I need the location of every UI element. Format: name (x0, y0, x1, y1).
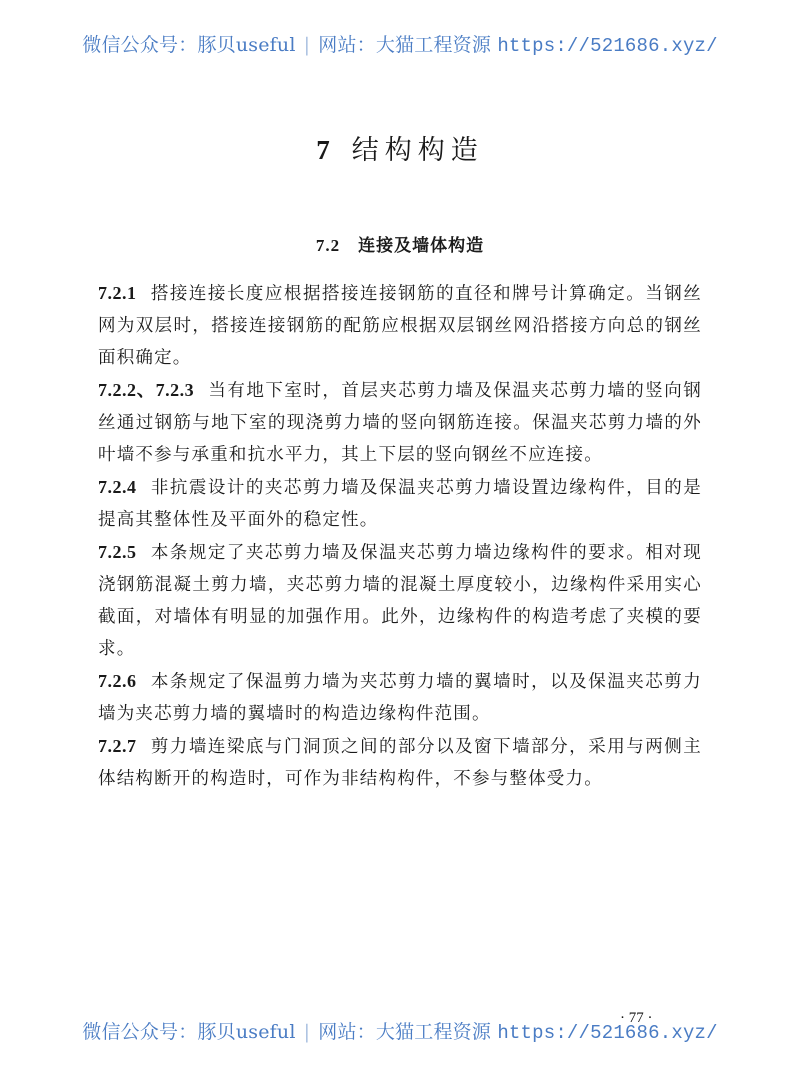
watermark-footer (0, 1017, 800, 1044)
page-number: · 77 · (620, 1010, 653, 1026)
clause-7-2-6 (98, 665, 702, 730)
chapter-title-text: 结构构造 (351, 135, 484, 166)
clause-list (98, 277, 702, 795)
clause-text: 当有地下室时，首层夹芯剪力墙及保温夹芯剪力墙的竖向钢丝通过钢筋与地下室的现浇剪力墙的竖向钢筋连接。保温夹芯剪力墙的外叶墙不参与承重和抗水平力，其上下层的竖向钢丝不应连接。 (98, 381, 702, 465)
clause-number: 7.2.7 (98, 736, 137, 756)
section-title-text: 连接及墙体构造 (358, 236, 485, 256)
watermark-site: 网站：大猫工程资源 (318, 34, 492, 56)
watermark-wechat: 微信公众号：豚贝useful (82, 34, 296, 56)
chapter-number: 7 (316, 135, 330, 165)
chapter-title (0, 128, 800, 167)
clause-number: 7.2.1 (98, 283, 137, 303)
clause-number: 7.2.2、7.2.3 (98, 380, 195, 400)
clause-text: 本条规定了保温剪力墙为夹芯剪力墙的翼墙时，以及保温夹芯剪力墙为夹芯剪力墙的翼墙时的构造边缘构件范围。 (98, 672, 702, 724)
clause-7-2-1 (98, 277, 702, 374)
watermark-url[interactable]: https://521686.xyz/ (497, 1022, 718, 1044)
watermark-header (0, 30, 800, 57)
watermark-separator: | (303, 34, 311, 56)
clause-number: 7.2.6 (98, 671, 137, 691)
clause-7-2-5 (98, 536, 702, 665)
clause-text: 搭接连接长度应根据搭接连接钢筋的直径和牌号计算确定。当钢丝网为双层时，搭接连接钢筋的配筋应根据双层钢丝网沿搭接方向总的钢丝面积确定。 (98, 284, 702, 368)
section-number: 7.2 (315, 236, 341, 255)
watermark-site: 网站：大猫工程资源 (318, 1021, 492, 1043)
clause-text: 非抗震设计的夹芯剪力墙及保温夹芯剪力墙设置边缘构件，目的是提高其整体性及平面外的稳定性。 (98, 478, 702, 530)
clause-text: 剪力墙连梁底与门洞顶之间的部分以及窗下墙部分，采用与两侧主体结构断开的构造时，可作为非结构构件，不参与整体受力。 (98, 737, 702, 789)
clause-number: 7.2.5 (98, 542, 137, 562)
watermark-separator: | (303, 1021, 311, 1043)
clause-number: 7.2.4 (98, 477, 137, 497)
clause-7-2-4 (98, 471, 702, 536)
clause-7-2-2-3 (98, 374, 702, 471)
watermark-url[interactable]: https://521686.xyz/ (497, 35, 718, 57)
clause-7-2-7 (98, 730, 702, 795)
watermark-wechat: 微信公众号：豚贝useful (82, 1021, 296, 1043)
clause-text: 本条规定了夹芯剪力墙及保温夹芯剪力墙边缘构件的要求。相对现浇钢筋混凝土剪力墙，夹芯剪力墙的混凝土厚度较小，边缘构件采用实心截面，对墙体有明显的加强作用。此外，边缘构件的构造考虑了夹模的要求。 (98, 543, 702, 659)
section-title (0, 231, 800, 256)
